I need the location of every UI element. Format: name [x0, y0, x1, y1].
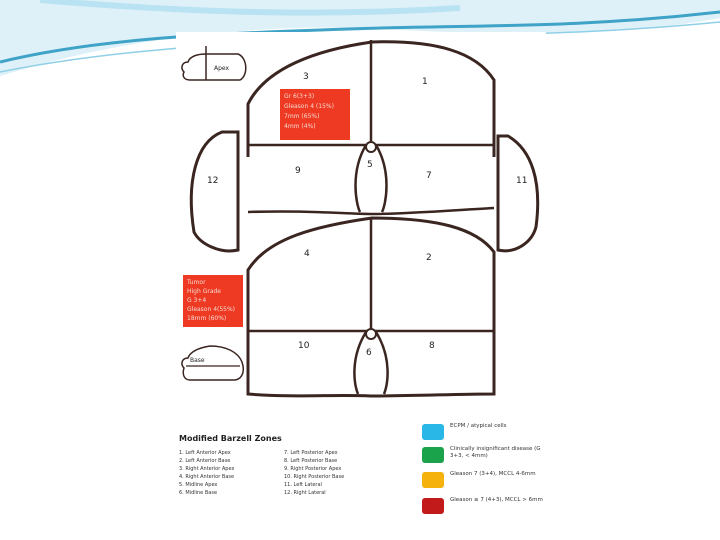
diagram-panel — [176, 32, 546, 520]
zone-label-6: 6 — [366, 348, 372, 358]
yellow-swatch — [422, 472, 444, 488]
zone-list-item: 5. Midline Apex — [179, 482, 218, 488]
color-key-high-grade — [422, 496, 544, 518]
color-key-ecpm — [422, 422, 544, 444]
color-key-gleason-7 — [422, 470, 544, 492]
apex-urethra-circle — [366, 142, 376, 152]
zone-list-item: 10. Right Posterior Base — [284, 474, 345, 480]
apex-midline-arch-right — [376, 145, 387, 212]
zone-label-11: 11 — [516, 176, 528, 186]
color-key-text: Gleason ≥ 7 (4+3), MCCL > 6mm — [450, 497, 543, 503]
red-swatch — [422, 498, 444, 514]
zone-list-item: 9. Right Posterior Apex — [284, 466, 342, 472]
base-finding-line: High Grade — [187, 288, 221, 295]
zone-label-8: 8 — [429, 341, 435, 351]
color-key-text: Clinically insignificant disease (G 3+3, < 4mm) — [450, 446, 541, 459]
zone-list-item: 11. Left Lateral — [284, 482, 322, 488]
zone-list-item: 6. Midline Base — [179, 490, 218, 496]
apex-midline-arch — [356, 145, 367, 212]
zone-list-item: 12. Right Lateral — [284, 490, 326, 496]
zone-label-12: 12 — [207, 176, 219, 186]
zones-list-right — [284, 449, 344, 497]
apex-label: Apex — [214, 65, 230, 72]
zone-list-item: 1. Left Anterior Apex — [179, 450, 231, 456]
base-bottom-outline — [248, 332, 494, 396]
apex-finding-line: 7mm (65%) — [284, 113, 320, 120]
apex-finding-box — [280, 89, 350, 140]
zone-list-item: 8. Left Posterior Base — [284, 458, 338, 464]
apex-finding-line: Gr 6(3+3) — [284, 93, 315, 100]
base-midline-arch — [354, 332, 366, 394]
zone-label-2: 2 — [426, 253, 432, 263]
base-finding-line: G 3+4 — [187, 297, 207, 304]
zone-label-5: 5 — [367, 160, 373, 170]
base-finding-box — [183, 275, 243, 327]
color-key-text: Gleason 7 (3+4), MCCL 4-6mm — [450, 471, 536, 477]
green-swatch — [422, 447, 444, 463]
zone-list-item: 7. Left Posterior Apex — [284, 450, 338, 456]
zone-11-shape — [498, 136, 538, 251]
color-key-text: ECPM / atypical cells — [450, 423, 507, 429]
base-finding-line: 18mm (60%) — [187, 315, 227, 322]
base-urethra-circle — [366, 329, 376, 339]
zone-list-item: 2. Left Anterior Base — [179, 458, 231, 464]
zone-label-9: 9 — [295, 166, 301, 176]
legend-title: Modified Barzell Zones — [179, 434, 282, 443]
apex-finding-line: Gleason 4 (15%) — [284, 103, 334, 110]
color-key-insignificant — [422, 445, 544, 467]
zone-label-1: 1 — [422, 77, 428, 87]
zone-label-10: 10 — [298, 341, 310, 351]
base-midline-arch-right — [376, 332, 388, 394]
blue-swatch — [422, 424, 444, 440]
zone-list-item: 3. Right Anterior Apex — [179, 466, 235, 472]
zone-label-7: 7 — [426, 171, 432, 181]
base-label: Base — [190, 357, 205, 364]
zones-list-left — [179, 449, 234, 497]
apex-bottom-curve — [248, 208, 494, 214]
zone-label-4: 4 — [304, 249, 310, 259]
zone-label-3: 3 — [303, 72, 309, 82]
zone-12-shape — [191, 132, 238, 251]
zone-list-item: 4. Right Anterior Base — [179, 474, 235, 480]
base-finding-line: Tumor — [187, 279, 206, 286]
base-finding-line: Gleason 4(55%) — [187, 306, 236, 313]
apex-finding-line: 4mm (4%) — [284, 123, 316, 130]
